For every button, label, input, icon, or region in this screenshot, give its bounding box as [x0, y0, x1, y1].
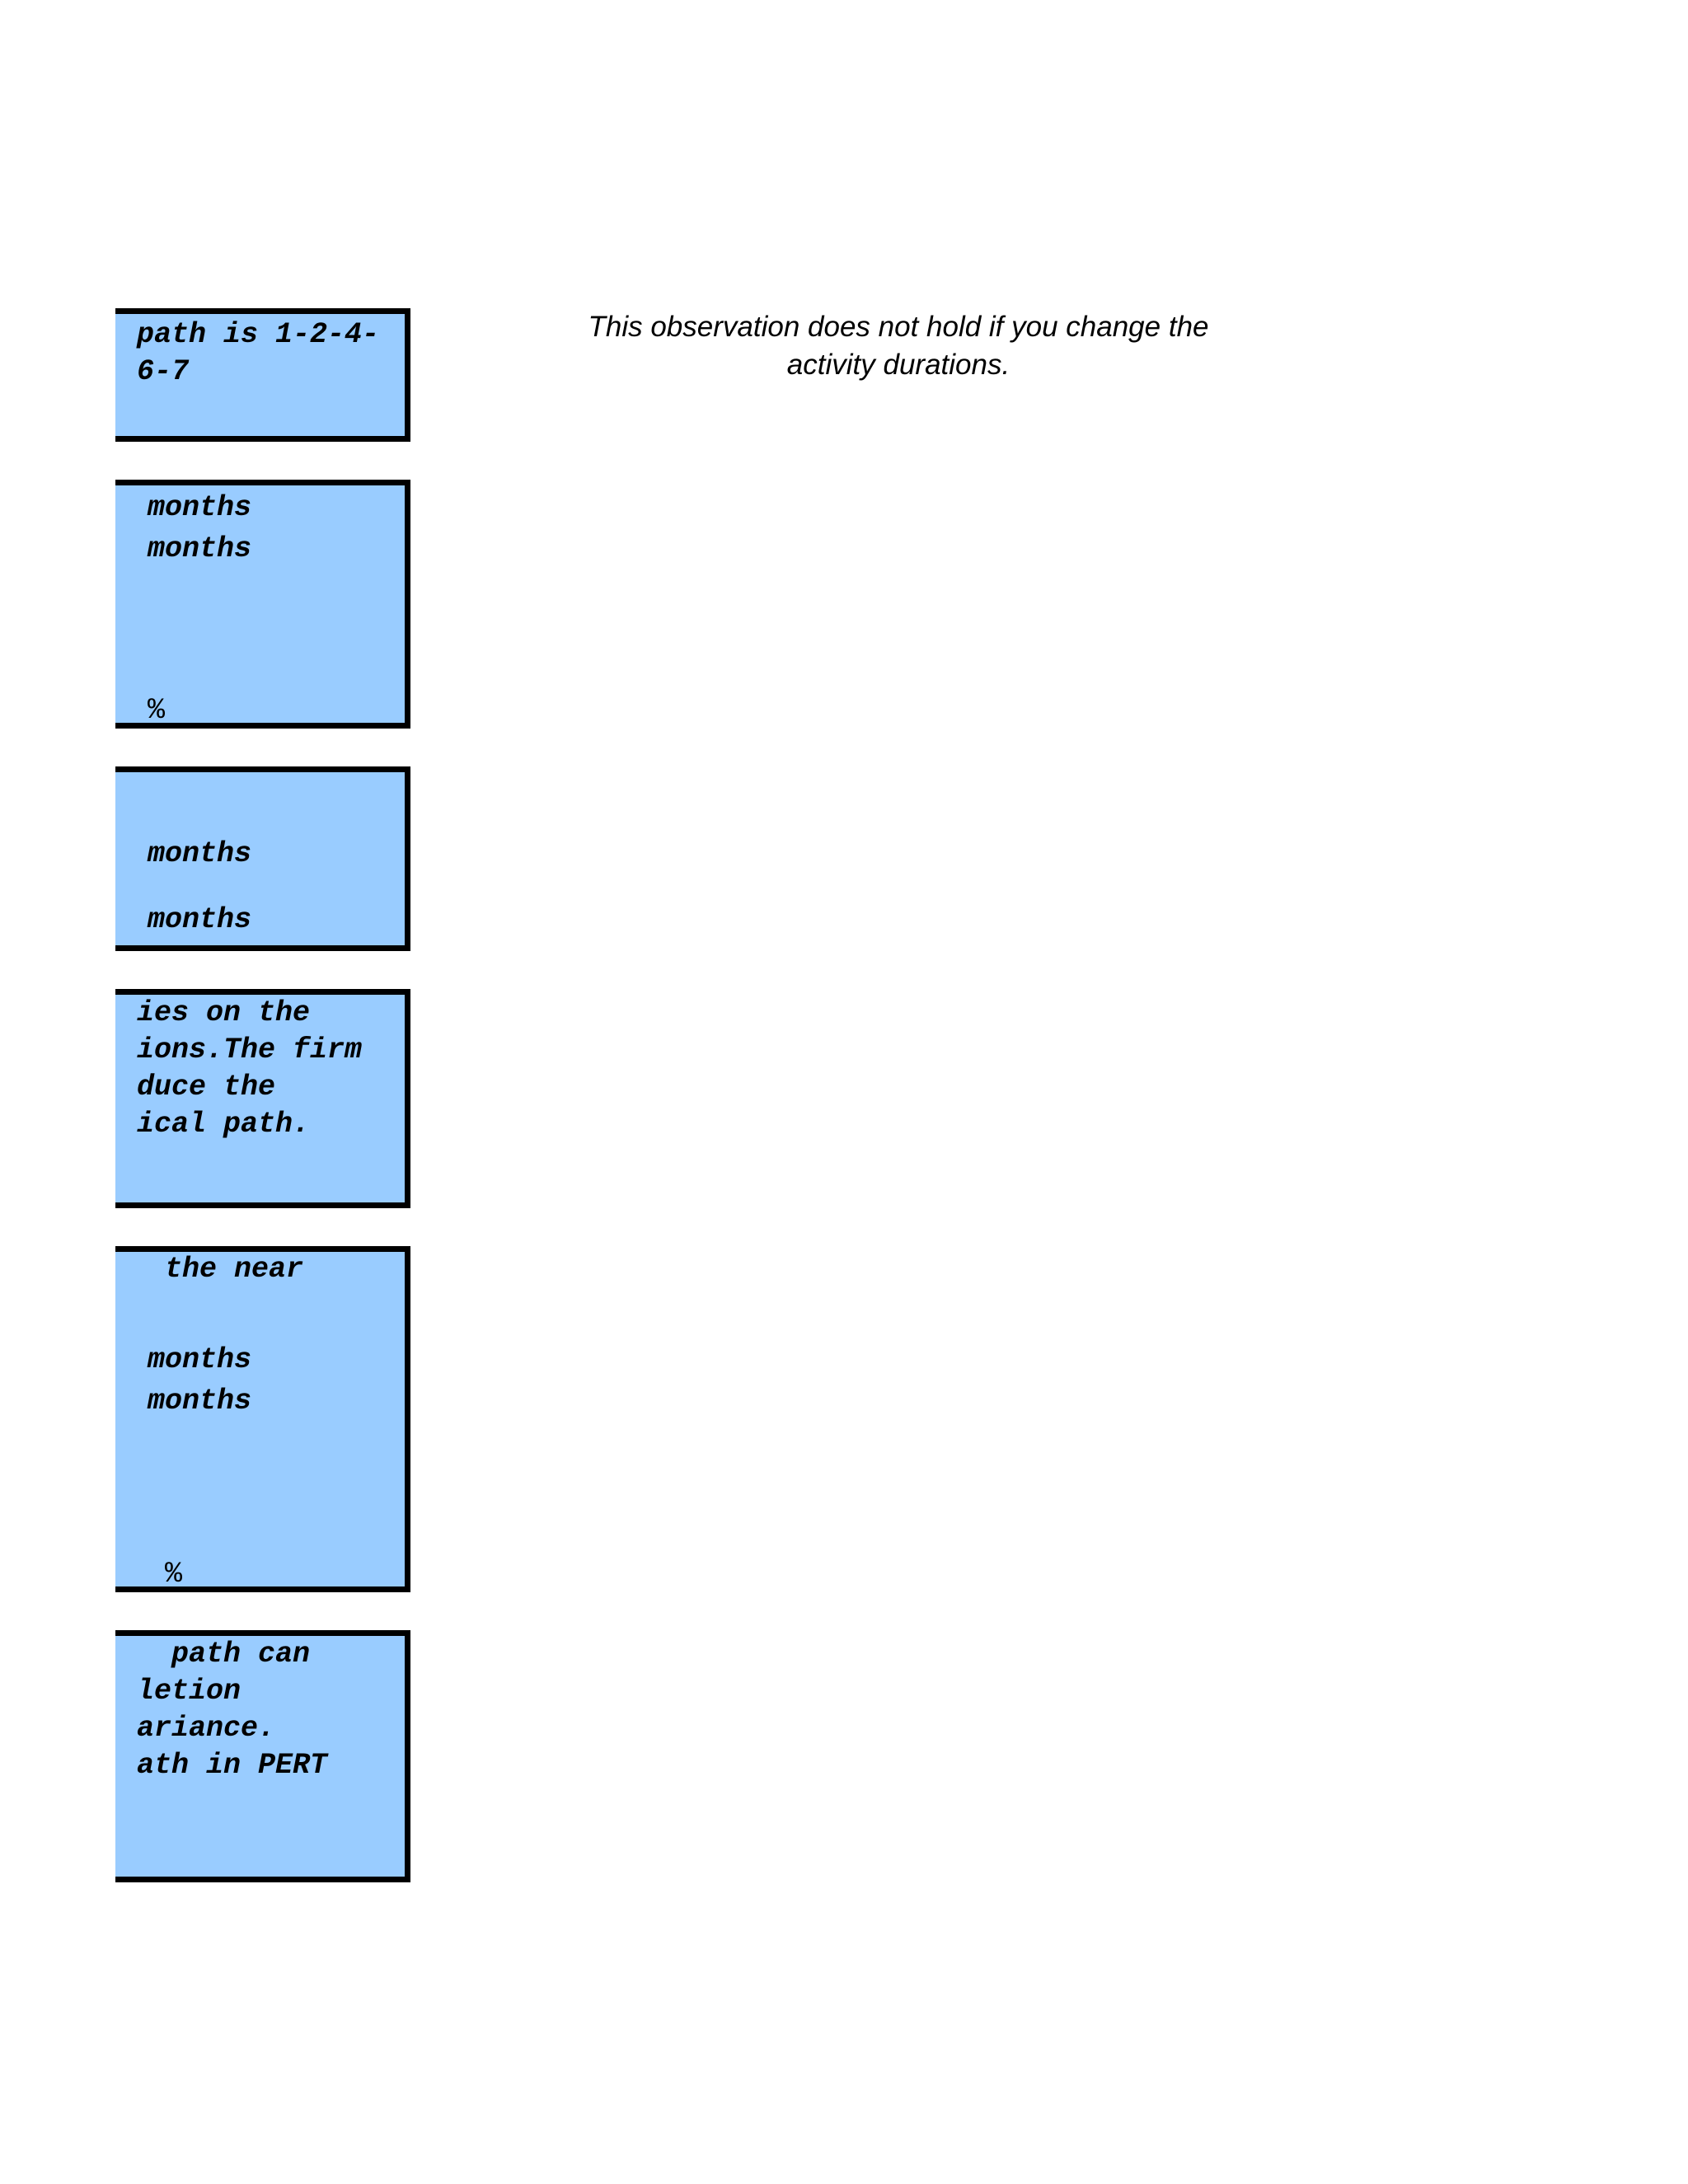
textbox-line: ions.The firm — [137, 1033, 363, 1066]
textbox-line: ath in PERT — [137, 1749, 328, 1782]
textbox-line: months — [130, 1385, 252, 1418]
textbox-line: months — [130, 903, 252, 936]
near-critical-path-textbox — [115, 1246, 410, 1592]
critical-path-textbox — [115, 308, 410, 442]
textbox-line: letion — [137, 1675, 241, 1708]
textbox-line: duce the — [137, 1071, 276, 1104]
textbox-line: ies on the — [137, 996, 311, 1029]
textbox-line: ical path. — [137, 1108, 311, 1141]
textbox-line: path is 1-2-4- — [137, 318, 380, 351]
path-variance-textbox — [115, 1630, 410, 1882]
textbox-line: path can — [137, 1638, 311, 1671]
textbox-line: months — [130, 532, 252, 565]
explanation-textbox — [115, 989, 410, 1208]
textbox-line: months — [130, 1343, 252, 1376]
textbox-line: the near — [130, 1253, 304, 1286]
observation-note-line: This observation does not hold if you change the — [588, 311, 1209, 343]
textbox-line: 6-7 — [137, 355, 190, 388]
observation-note — [528, 308, 1269, 384]
textbox-line: months — [130, 491, 252, 524]
observation-note-line: activity durations. — [786, 349, 1010, 381]
textbox-line: ariance. — [137, 1712, 276, 1745]
completion-time-textbox — [115, 480, 410, 729]
variance-textbox — [115, 766, 410, 951]
textbox-line: months — [130, 837, 252, 870]
textbox-line: % — [130, 694, 166, 727]
textbox-line: % — [130, 1558, 183, 1591]
